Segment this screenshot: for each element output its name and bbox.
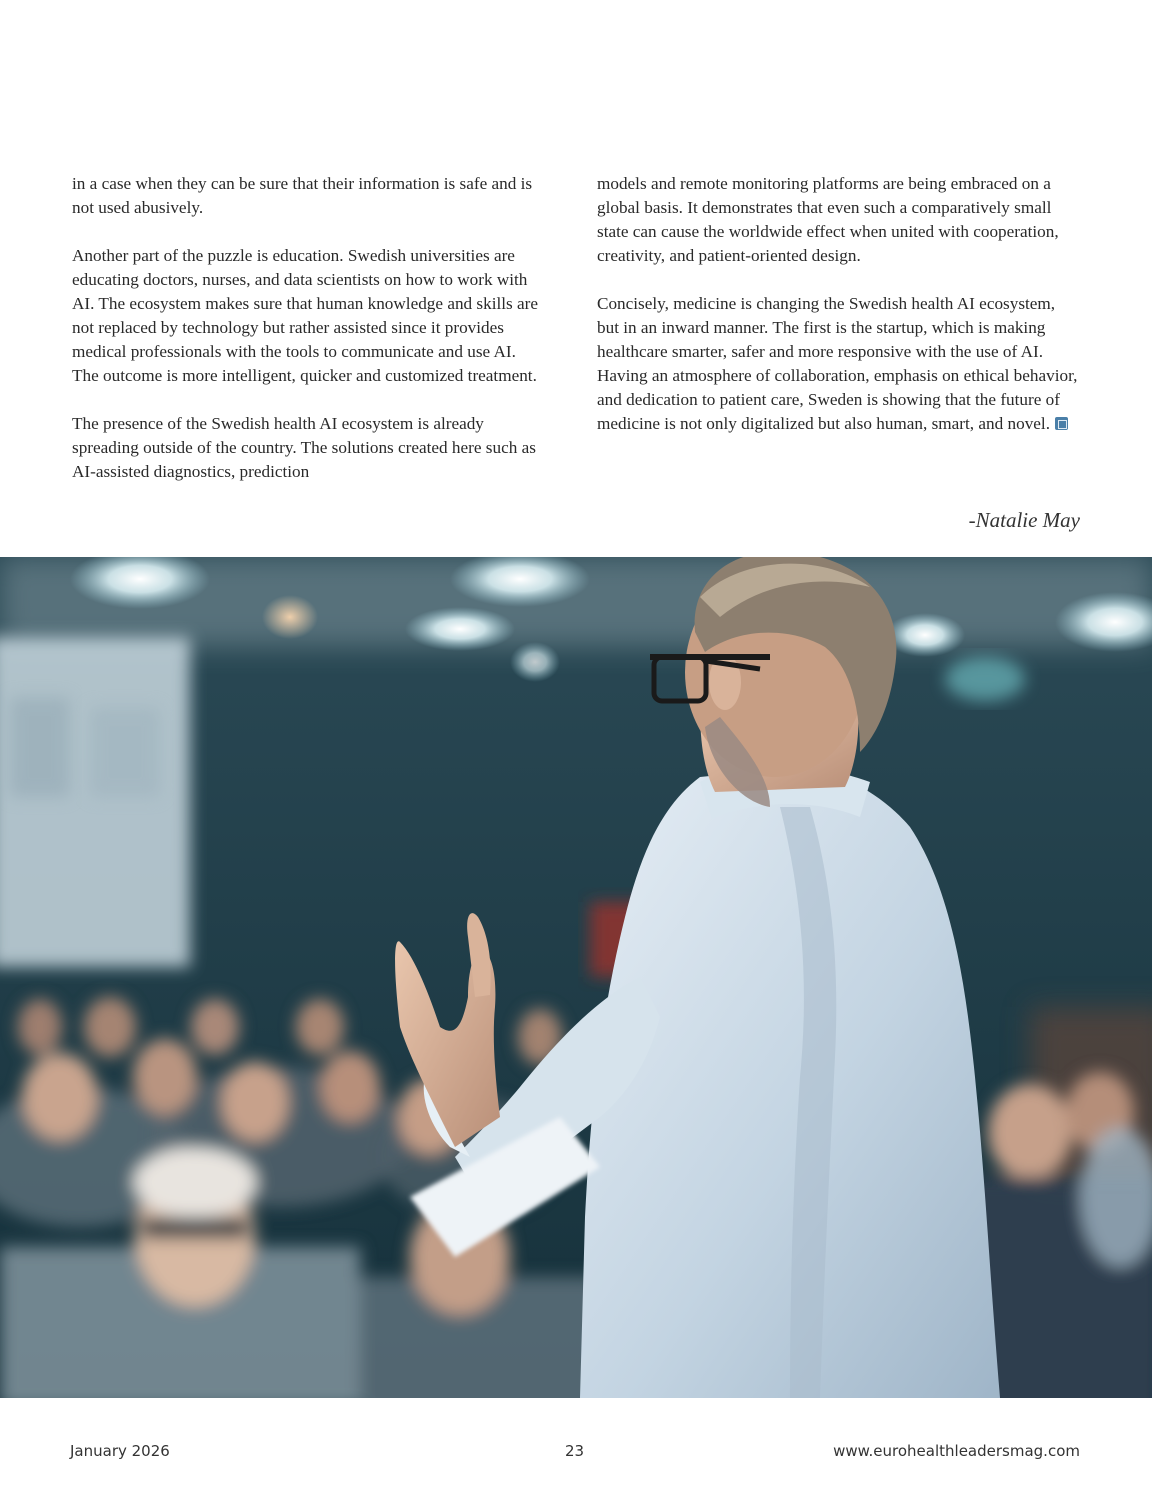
right-paragraph-1: models and remote monitoring platforms are being embraced on a global basis. It demonstrates that even such a comparatively small state can cause the worldwide effect when united with cooperation, creativity, and patient-oriented design. [597, 174, 1059, 265]
left-paragraph-2: Another part of the puzzle is education. Swedish universities are educating doctors, nurses, and data scientists on how to work with AI. The ecosystem makes sure that human knowledge and skills are not replaced by technology but rather assisted since it provides medical professionals with the tools to communicate and use AI. The outcome is more intelligent, quicker and customized treatment. [72, 246, 539, 385]
article-right-column [597, 172, 1079, 436]
right-paragraph-2 [597, 292, 1079, 436]
author-signature: -Natalie May [968, 508, 1080, 532]
speaker-photo [0, 557, 1152, 1398]
speaker-photo-illustration [0, 557, 1152, 1398]
left-paragraph-3: The presence of the Swedish health AI ecosystem is already spreading outside of the country. The solutions created here such as AI-assisted diagnostics, prediction [72, 414, 536, 481]
article-left-column [72, 172, 542, 484]
end-of-article-icon [1055, 417, 1068, 430]
footer-website-link[interactable]: www.eurohealthleadersmag.com [833, 1442, 1080, 1460]
left-paragraph-1: in a case when they can be sure that their information is safe and is not used abusively. [72, 174, 533, 217]
right-paragraph-2-text: Concisely, medicine is changing the Swedish health AI ecosystem, but in an inward manner. The first is the startup, which is making healthcare smarter, safer and more responsive with the use of AI. Having an atmosphere of collaboration, emphasis on ethical behavior, and dedication to patient care, Sweden is showing that the future of medicine is not only digitalized but also human, smart, and novel. [597, 294, 1078, 433]
footer-page-number: 23 [565, 1442, 585, 1460]
footer-date: January 2026 [70, 1442, 170, 1460]
